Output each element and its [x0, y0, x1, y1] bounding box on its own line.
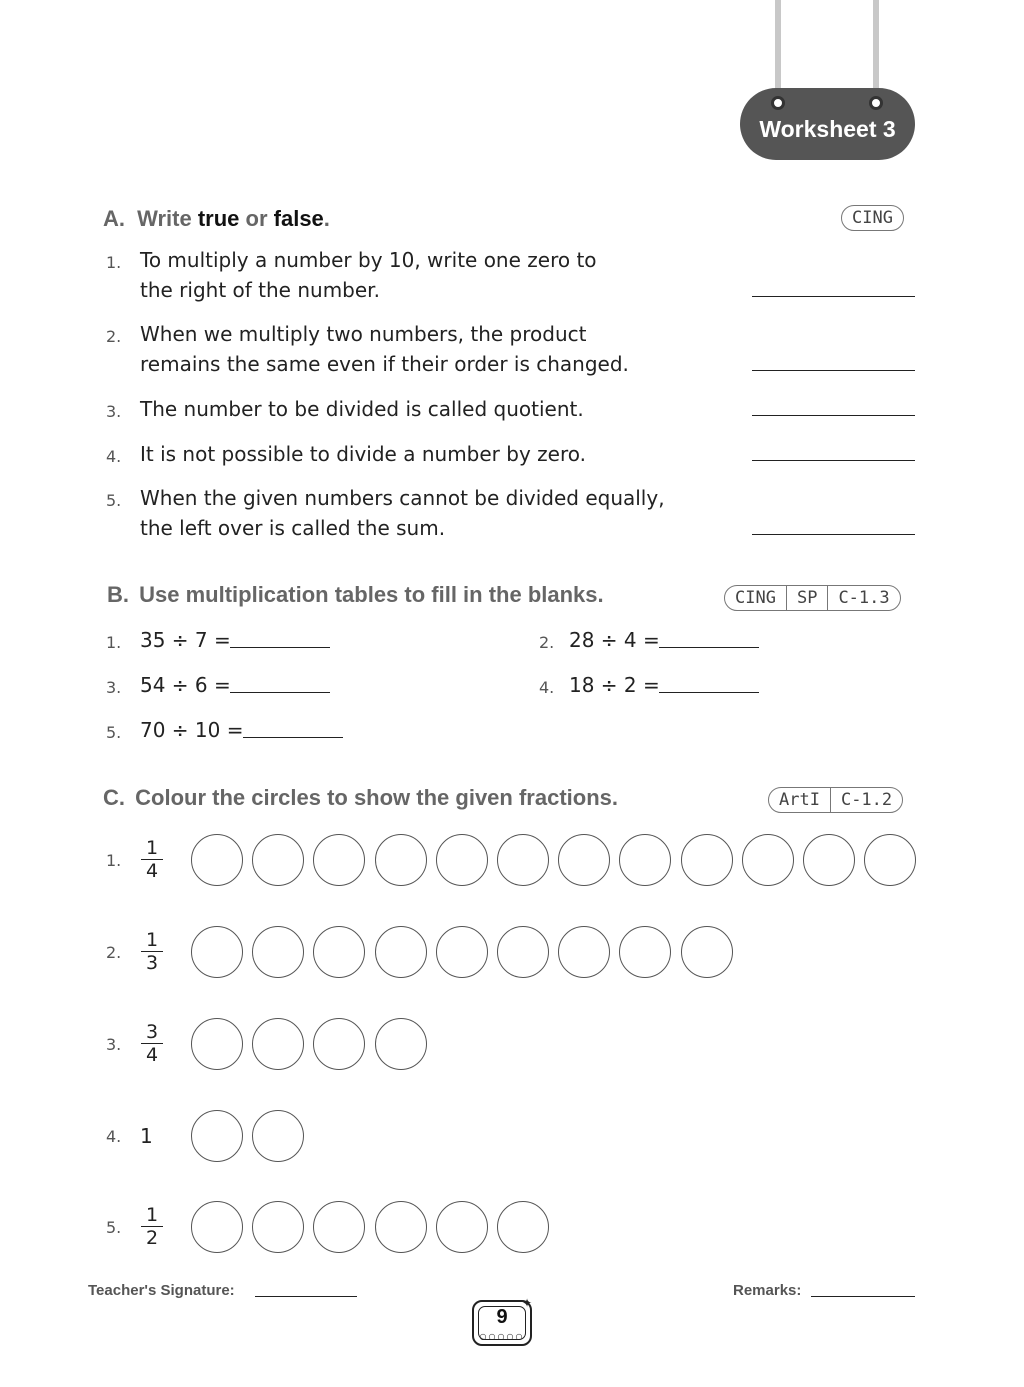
- fraction-numerator: 3: [145, 1021, 159, 1043]
- question-line: It is not possible to divide a number by zero.: [140, 442, 586, 466]
- tag-label: SP: [786, 586, 827, 610]
- question-text: [140, 483, 665, 543]
- question-line: When we multiply two numbers, the product: [140, 322, 587, 346]
- page-number-box: [472, 1296, 532, 1346]
- tag-label: CING: [852, 208, 893, 228]
- colourable-circle[interactable]: [436, 926, 488, 978]
- question-number: 3.: [106, 402, 122, 421]
- heading-text: Colour the circles to show the given fractions.: [135, 785, 618, 810]
- division-expression: 18 ÷ 2 =: [569, 673, 660, 697]
- answer-blank[interactable]: [659, 647, 759, 648]
- fraction-denominator: 4: [145, 1044, 159, 1066]
- colourable-circle[interactable]: [252, 1201, 304, 1253]
- teacher-signature-blank[interactable]: [255, 1296, 357, 1297]
- question-text: [140, 319, 629, 379]
- question-number: 3.: [106, 678, 122, 697]
- colourable-circle[interactable]: [864, 834, 916, 886]
- answer-blank[interactable]: [752, 370, 915, 371]
- answer-blank[interactable]: [659, 692, 759, 693]
- tag-label: CING: [735, 588, 776, 608]
- colourable-circle[interactable]: [252, 926, 304, 978]
- question-number: 1.: [106, 633, 122, 652]
- skill-tag-c: [768, 787, 903, 813]
- question-line: the right of the number.: [140, 278, 380, 302]
- question-number: 2.: [106, 327, 122, 346]
- skill-tag-a: [841, 205, 904, 231]
- teacher-signature-label: Teacher's Signature:: [88, 1282, 235, 1299]
- fraction: [139, 1022, 165, 1065]
- colourable-circle[interactable]: [558, 834, 610, 886]
- question-number: 2.: [539, 633, 555, 652]
- question-number: 4.: [106, 447, 122, 466]
- question-line: When the given numbers cannot be divided equally,: [140, 486, 665, 510]
- section-c-heading: [103, 785, 618, 811]
- answer-blank[interactable]: [230, 647, 330, 648]
- heading-text: Use multiplication tables to fill in the blanks.: [139, 582, 604, 607]
- colourable-circle[interactable]: [191, 834, 243, 886]
- colourable-circle[interactable]: [252, 834, 304, 886]
- colourable-circle[interactable]: [313, 1018, 365, 1070]
- fraction-numerator: 1: [145, 837, 159, 859]
- star-icon: ✦: [521, 1296, 532, 1310]
- colourable-circle[interactable]: [375, 926, 427, 978]
- colourable-circle[interactable]: [191, 1018, 243, 1070]
- worksheet-badge-label: Worksheet 3: [759, 115, 896, 142]
- question-number: 5.: [106, 1218, 122, 1237]
- colourable-circle[interactable]: [742, 834, 794, 886]
- heading-text: or: [239, 206, 274, 231]
- answer-blank[interactable]: [243, 737, 343, 738]
- question-number: 5.: [106, 723, 122, 742]
- colourable-circle[interactable]: [803, 834, 855, 886]
- section-letter: B.: [107, 582, 129, 607]
- question-number: 2.: [106, 943, 122, 962]
- colourable-circle[interactable]: [191, 926, 243, 978]
- colourable-circle[interactable]: [375, 1018, 427, 1070]
- fraction: [139, 838, 165, 881]
- division-expression: 28 ÷ 4 =: [569, 628, 660, 652]
- question-line: The number to be divided is called quotient.: [140, 397, 584, 421]
- colourable-circle[interactable]: [619, 834, 671, 886]
- question-line: To multiply a number by 10, write one zero to: [140, 248, 597, 272]
- colourable-circle[interactable]: [497, 834, 549, 886]
- question-number: 5.: [106, 491, 122, 510]
- section-letter: A.: [103, 206, 125, 231]
- heading-true-word: true: [197, 206, 240, 231]
- page-number: 9: [496, 1306, 508, 1328]
- heading-text: Write: [137, 206, 198, 231]
- heading-text: .: [323, 206, 330, 231]
- colourable-circle[interactable]: [375, 834, 427, 886]
- fraction-denominator: 4: [145, 860, 159, 882]
- hanger-ring-right: [869, 96, 883, 110]
- fraction: [139, 1205, 165, 1248]
- colourable-circle[interactable]: [681, 926, 733, 978]
- question-line: the left over is called the sum.: [140, 516, 446, 540]
- division-expression: 70 ÷ 10 =: [140, 718, 244, 742]
- worksheet-badge: [740, 88, 915, 160]
- colourable-circle[interactable]: [191, 1201, 243, 1253]
- hanger-ring-left: [771, 96, 785, 110]
- fraction-denominator: 2: [145, 1227, 159, 1249]
- section-letter: C.: [103, 785, 125, 810]
- question-text: [140, 394, 584, 424]
- section-b-heading: [107, 582, 604, 608]
- colourable-circle[interactable]: [497, 1201, 549, 1253]
- hanger-rod-left: [775, 0, 781, 98]
- whole-number: 1: [140, 1124, 153, 1148]
- answer-blank[interactable]: [230, 692, 330, 693]
- colourable-circle[interactable]: [313, 1201, 365, 1253]
- tag-label: C-1.3: [827, 586, 899, 610]
- colourable-circle[interactable]: [313, 834, 365, 886]
- question-number: 4.: [539, 678, 555, 697]
- colourable-circle[interactable]: [558, 926, 610, 978]
- colourable-circle[interactable]: [497, 926, 549, 978]
- fraction-denominator: 3: [145, 952, 159, 974]
- question-number: 3.: [106, 1035, 122, 1054]
- colourable-circle[interactable]: [252, 1018, 304, 1070]
- answer-blank[interactable]: [752, 534, 915, 535]
- fraction-numerator: 1: [145, 929, 159, 951]
- heading-false-word: false: [273, 206, 324, 231]
- question-number: 4.: [106, 1127, 122, 1146]
- tag-label: C-1.2: [830, 788, 902, 812]
- section-a-heading: [103, 206, 330, 232]
- answer-blank[interactable]: [752, 460, 915, 461]
- question-number: 1.: [106, 851, 122, 870]
- colourable-circle[interactable]: [375, 1201, 427, 1253]
- question-line: remains the same even if their order is changed.: [140, 352, 629, 376]
- colourable-circle[interactable]: [191, 1110, 243, 1162]
- colourable-circle[interactable]: [436, 1201, 488, 1253]
- tag-label: ArtI: [779, 790, 820, 810]
- fraction-numerator: 1: [145, 1204, 159, 1226]
- remarks-blank[interactable]: [811, 1296, 915, 1297]
- colourable-circle[interactable]: [436, 834, 488, 886]
- colourable-circle[interactable]: [313, 926, 365, 978]
- hanger-rod-right: [873, 0, 879, 98]
- division-expression: 35 ÷ 7 =: [140, 628, 231, 652]
- remarks-label: Remarks:: [733, 1282, 802, 1299]
- skill-tag-b: [724, 585, 901, 611]
- answer-blank[interactable]: [752, 415, 915, 416]
- question-number: 1.: [106, 253, 122, 272]
- question-text: [140, 245, 597, 305]
- answer-blank[interactable]: [752, 296, 915, 297]
- colourable-circle[interactable]: [619, 926, 671, 978]
- colourable-circle[interactable]: [681, 834, 733, 886]
- fraction: [139, 930, 165, 973]
- division-expression: 54 ÷ 6 =: [140, 673, 231, 697]
- question-text: [140, 439, 586, 469]
- colourable-circle[interactable]: [252, 1110, 304, 1162]
- page-dots: ○○○○○: [479, 1332, 525, 1341]
